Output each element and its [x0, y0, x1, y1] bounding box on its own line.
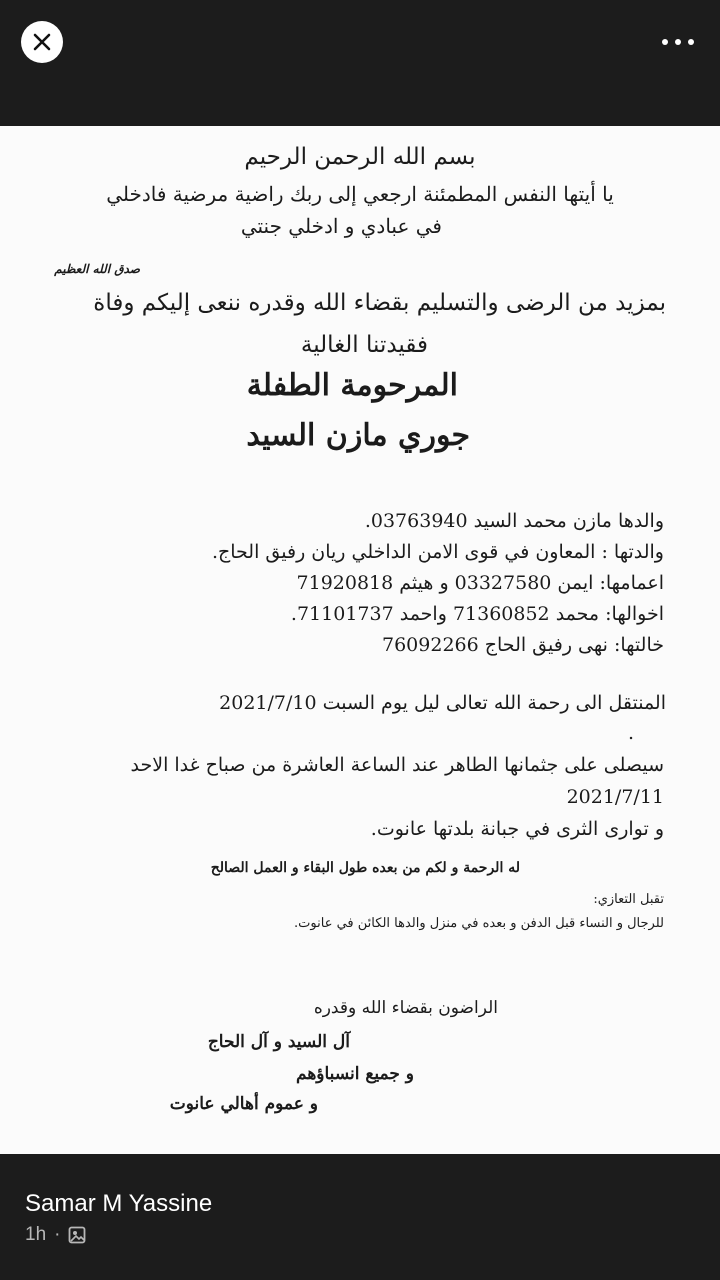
prayer-date: 2021/7/11	[566, 786, 664, 808]
intro-line-1: بمزيد من الرضى والتسليم بقضاء الله وقدره ننعى إليكم وفاة	[93, 290, 666, 316]
more-options-button[interactable]	[662, 34, 694, 50]
deceased-title: المرحومة الطفلة	[246, 368, 458, 403]
sadaqa-text: صدق الله العظيم	[54, 262, 140, 276]
signature-line-1: آل السيد و آل الحاج	[207, 1032, 350, 1052]
close-icon	[32, 32, 52, 52]
obituary-photo	[0, 126, 720, 1154]
condolence-title: تقبل التعازي:	[593, 892, 664, 907]
bottom-bar	[0, 1154, 720, 1280]
photo-icon	[68, 1226, 86, 1244]
signature-line-2: و جميع انسباؤهم	[296, 1064, 414, 1084]
prayer-line-1: سيصلى على جثمانها الطاهر عند الساعة العاشرة من صباح غدا الاحد	[130, 754, 664, 776]
meta-separator: ·	[54, 1224, 61, 1245]
post-meta	[25, 1224, 86, 1246]
intro-line-2: فقيدتنا الغالية	[300, 332, 428, 358]
family-line-5: خالتها: نهى رفيق الحاج 76092266	[382, 634, 664, 656]
verse-line-1: يا أيتها النفس المطمئنة ارجعي إلى ربك راضية مرضية فادخلي	[106, 182, 614, 206]
more-options-icon	[662, 39, 668, 45]
family-line-4: اخوالها: محمد 71360852 واحمد 71101737.	[290, 603, 664, 625]
top-bar	[0, 0, 720, 126]
family-line-2: والدتها : المعاون في قوى الامن الداخلي ريان رفيق الحاج.	[211, 541, 664, 563]
mourners-line: الراضون بقضاء الله وقدره	[313, 998, 498, 1018]
separator-dot: .	[627, 722, 634, 744]
verse-line-2: في عبادي و ادخلي جنتي	[240, 214, 442, 238]
basmala: بسم الله الرحمن الرحيم	[244, 144, 476, 170]
author-name[interactable]: Samar M Yassine	[25, 1190, 213, 1217]
burial-line: و توارى الثرى في جبانة بلدتها عانوت.	[370, 818, 664, 840]
mercy-line: له الرحمة و لكم من بعده طول البقاء و العمل الصالح	[210, 860, 520, 876]
signature-line-3: و عموم أهالي عانوت	[169, 1094, 318, 1114]
passed-date-line: المنتقل الى رحمة الله تعالى ليل يوم السبت 2021/7/10	[219, 692, 666, 714]
close-button[interactable]	[21, 21, 63, 63]
deceased-name: جوري مازن السيد	[246, 418, 470, 453]
post-time[interactable]: 1h	[25, 1224, 47, 1245]
family-line-1: والدها مازن محمد السيد 03763940.	[364, 510, 664, 532]
condolence-text: للرجال و النساء قبل الدفن و بعده في منزل والدها الكائن في عانوت.	[294, 916, 664, 931]
family-line-3: اعمامها: ايمن 03327580 و هيثم 71920818	[296, 572, 664, 594]
